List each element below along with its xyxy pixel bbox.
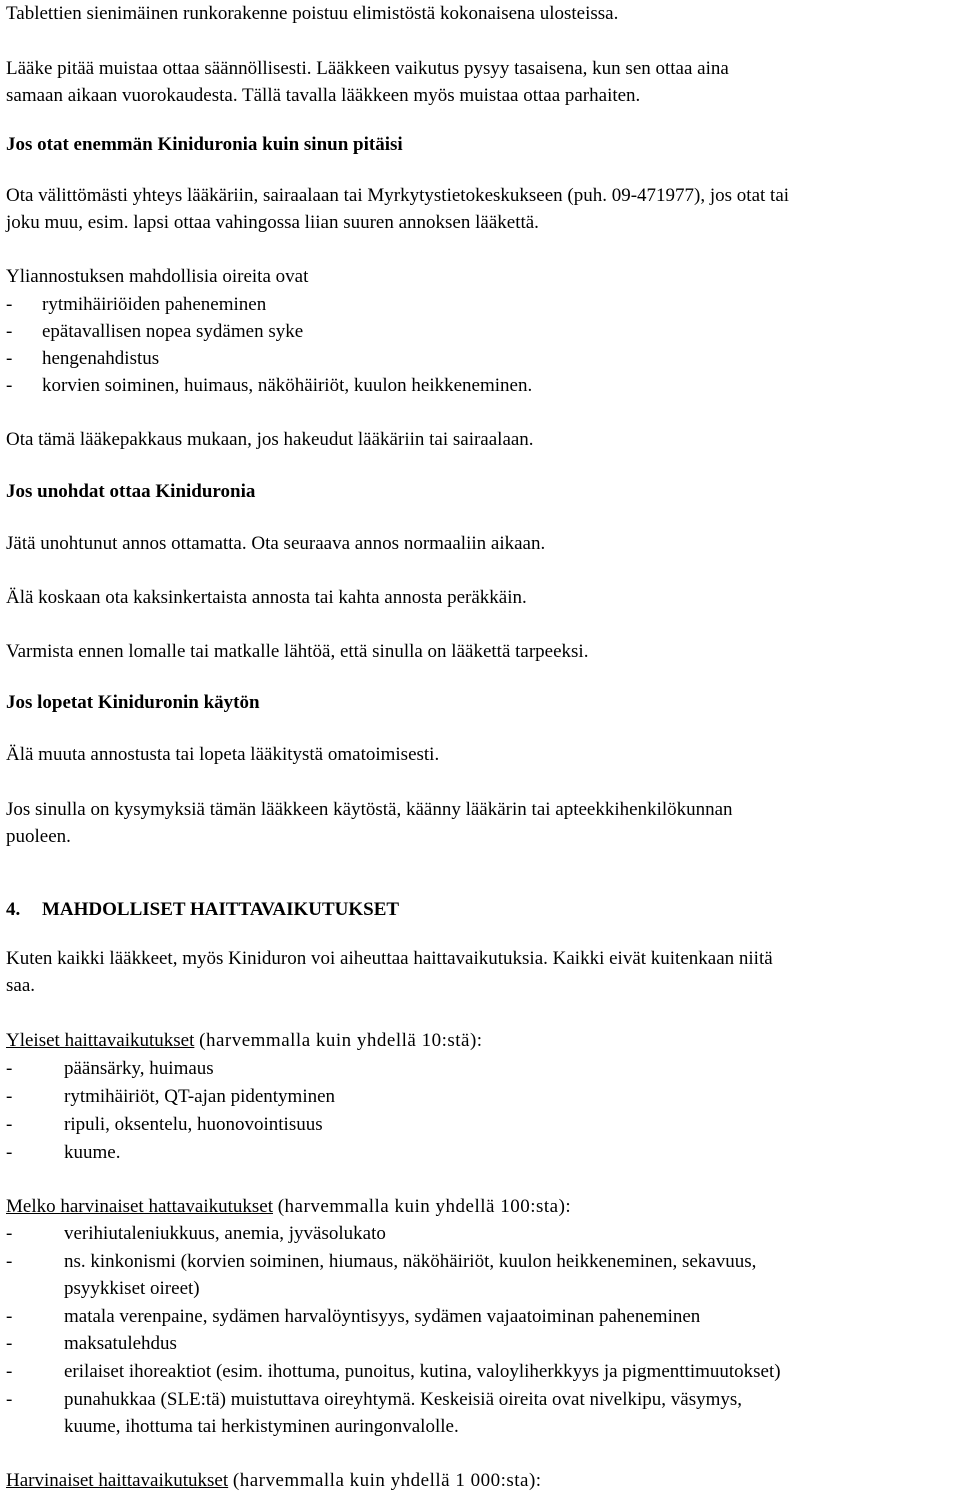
rare-effects-title: Harvinaiset haittavaikutukset [6, 1470, 229, 1491]
list-item-text: erilaiset ihoreaktiot (esim. ihottuma, punoitus, kutina, valoyliherkkyys ja pigmenttimuutokset) [64, 1361, 781, 1382]
uncommon-effects-frequency: (harvemmalla kuin yhdellä 100:sta): [277, 1196, 572, 1217]
rare-effects-header [6, 1467, 542, 1495]
uncommon-effects-header [6, 1193, 571, 1221]
overdose-paragraph: Ota tämä lääkepakkaus mukaan, jos hakeudut lääkäriin tai sairaalaan. [6, 429, 534, 450]
list-dash: - [6, 1058, 13, 1079]
missed-paragraph: Älä koskaan ota kaksinkertaista annosta tai kahta annosta peräkkäin. [6, 587, 527, 608]
list-dash: - [6, 1361, 13, 1382]
uncommon-effects-title: Melko harvinaiset hattavaikutukset [6, 1196, 273, 1217]
list-item-text: päänsärky, huimaus [64, 1058, 214, 1079]
list-dash: - [6, 1333, 13, 1354]
intro-line: Lääke pitää muistaa ottaa säännöllisesti. Lääkkeen vaikutus pysyy tasaisena, kun sen ottaa aina [6, 58, 729, 79]
stopping-heading: Jos lopetat Kiniduronin käytön [6, 692, 260, 713]
side-effects-intro: Kuten kaikki lääkkeet, myös Kiniduron voi aiheuttaa haittavaikutuksia. Kaikki eivät kuitenkaan niitä [6, 948, 773, 969]
list-dash: - [6, 1251, 13, 1272]
list-item-text: hengenahdistus [42, 348, 160, 369]
list-item-text: epätavallisen nopea sydämen syke [42, 321, 304, 342]
list-dash: - [6, 1223, 13, 1244]
list-item-text: verihiutaleniukkuus, anemia, jyväsolukato [64, 1223, 386, 1244]
list-dash: - [6, 1389, 13, 1410]
overdose-paragraph: Ota välittömästi yhteys lääkäriin, sairaalaan tai Myrkytystietokeskukseen (puh. 09-471977), jos otat tai [6, 185, 790, 206]
symptoms-title: Yliannostuksen mahdollisia oireita ovat [6, 266, 309, 287]
missed-heading: Jos unohdat ottaa Kiniduronia [6, 481, 256, 502]
common-effects-title: Yleiset haittavaikutukset [6, 1030, 195, 1051]
intro-line: samaan aikaan vuorokaudesta. Tällä tavalla lääkkeen myös muistaa ottaa parhaiten. [6, 85, 641, 106]
common-effects-frequency: (harvemmalla kuin yhdellä 10:stä): [199, 1030, 483, 1051]
missed-paragraph: Varmista ennen lomalle tai matkalle lähtöä, että sinulla on lääkettä tarpeeksi. [6, 641, 589, 662]
section-title: MAHDOLLISET HAITTAVAIKUTUKSET [42, 899, 400, 920]
list-item-text: korvien soiminen, huimaus, näköhäiriöt, kuulon heikkeneminen. [42, 375, 533, 396]
stopping-paragraph: Älä muuta annostusta tai lopeta lääkitystä omatoimisesti. [6, 744, 440, 765]
rare-effects-frequency: (harvemmalla kuin yhdellä 1 000:sta): [232, 1470, 542, 1491]
list-item-text: punahukkaa (SLE:tä) muistuttava oireyhtymä. Keskeisiä oireita ovat nivelkipu, väsymys, [64, 1389, 743, 1410]
list-dash: - [6, 348, 13, 369]
list-dash: - [6, 1142, 13, 1163]
side-effects-intro: saa. [6, 975, 36, 996]
list-dash: - [6, 1114, 13, 1135]
list-item-text: rytmihäiriöt, QT-ajan pidentyminen [64, 1086, 336, 1107]
common-effects-header [6, 1027, 483, 1055]
list-item-text: matala verenpaine, sydämen harvalöyntisyys, sydämen vajaatoiminan paheneminen [64, 1306, 701, 1327]
overdose-paragraph: joku muu, esim. lapsi ottaa vahingossa liian suuren annoksen lääkettä. [6, 212, 539, 233]
missed-paragraph: Jätä unohtunut annos ottamatta. Ota seuraava annos normaaliin aikaan. [6, 533, 546, 554]
intro-line: Tablettien sienimäinen runkorakenne poistuu elimistöstä kokonaisena ulosteissa. [6, 3, 619, 24]
list-dash: - [6, 1086, 13, 1107]
list-dash: - [6, 321, 13, 342]
stopping-paragraph: puoleen. [6, 826, 71, 847]
list-item-text: kuume. [64, 1142, 121, 1163]
list-item-text: psyykkiset oireet) [64, 1278, 200, 1299]
list-item-text: rytmihäiriöiden paheneminen [42, 294, 267, 315]
list-dash: - [6, 375, 13, 396]
list-item-text: ripuli, oksentelu, huonovointisuus [64, 1114, 323, 1135]
list-item-text: kuume, ihottuma tai herkistyminen auringonvalolle. [64, 1416, 459, 1437]
list-item-text: ns. kinkonismi (korvien soiminen, hiumaus, näköhäiriöt, kuulon heikkeneminen, sekavuus, [64, 1251, 757, 1272]
overdose-heading: Jos otat enemmän Kiniduronia kuin sinun pitäisi [6, 134, 403, 155]
list-dash: - [6, 1306, 13, 1327]
section-number: 4. [6, 899, 21, 920]
list-item-text: maksatulehdus [64, 1333, 177, 1354]
stopping-paragraph: Jos sinulla on kysymyksiä tämän lääkkeen käytöstä, käänny lääkärin tai apteekkihenkilökunnan [6, 799, 733, 820]
list-dash: - [6, 294, 13, 315]
